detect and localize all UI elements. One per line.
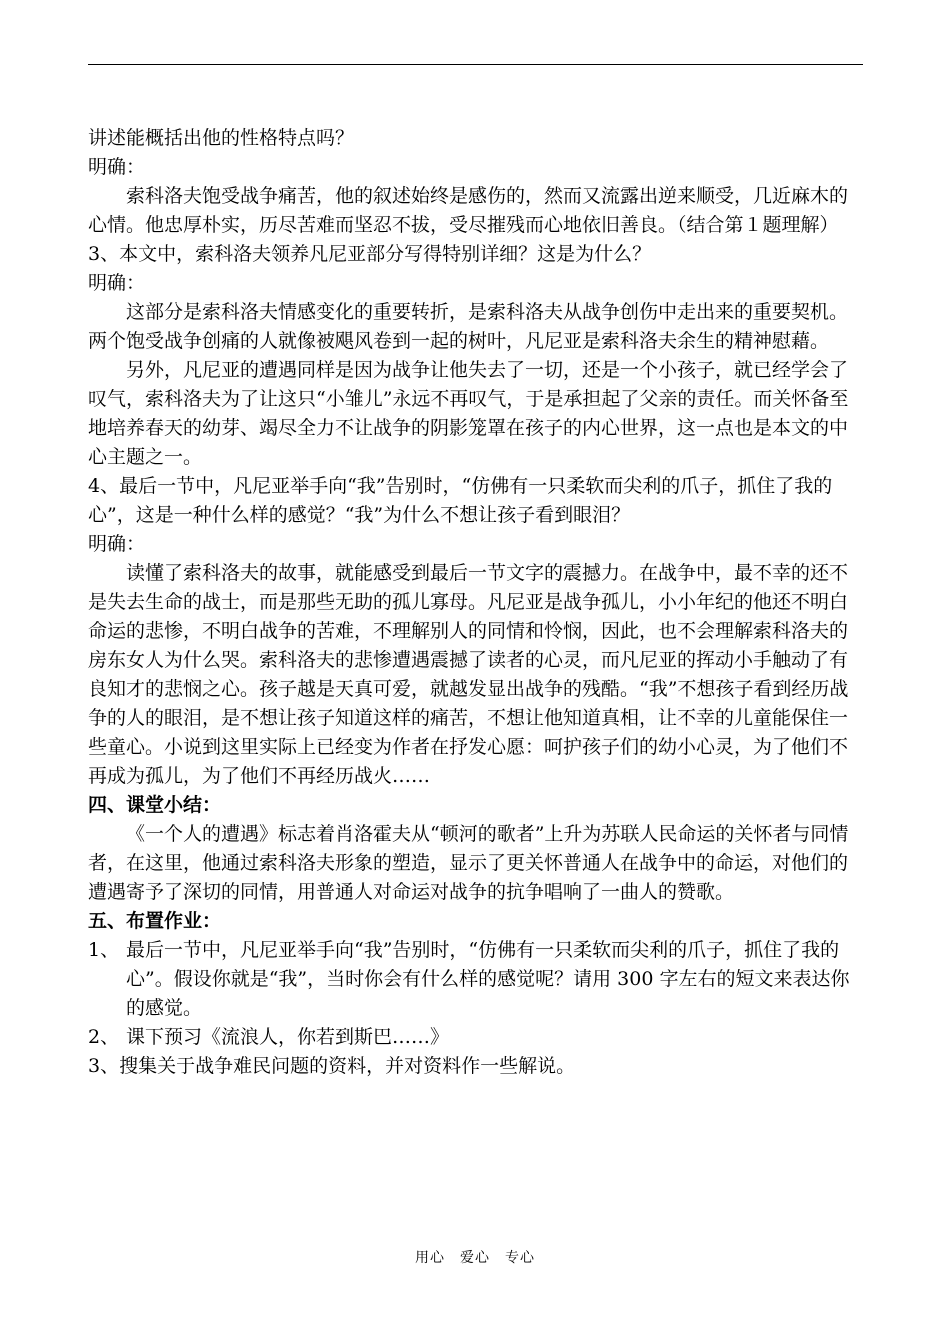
answer-label: 明确： xyxy=(88,156,146,178)
section-heading-summary: 四、课堂小结： xyxy=(88,794,222,816)
paragraph: 讲述能概括出他的性格特点吗？ xyxy=(88,127,355,149)
item-text: 课下预习《流浪人，你若到斯巴……》 xyxy=(126,1026,450,1048)
paragraph: 另外，凡尼亚的遭遇同样是因为战争让他失去了一切，还是一个小孩子，就已经学会了叹气，索科洛夫为了让这只“小雏儿”永远不再叹气，于是承担起了父亲的责任。而关怀备至地培养春天的幼芽、竭尽全力不让战争的阴影笼罩在孩子的内心世界，这一点也是本文的中心主题之一。 xyxy=(88,359,849,468)
document-body xyxy=(88,124,863,1081)
paragraph: 《一个人的遭遇》标志着肖洛霍夫从“顿河的歌者”上升为苏联人民命运的关怀者与同情者，在这里，他通过索科洛夫形象的塑造，显示了更关怀普通人在战争中的命运，对他们的遭遇寄予了深切的同情，用普通人对命运对战争的抗争唱响了一曲人的赞歌。 xyxy=(88,823,849,903)
item-text: 最后一节中，凡尼亚举手向“我”告别时，“仿佛有一只柔软而尖利的爪子，抓住了我的心”。假设你就是“我”，当时你会有什么样的感觉呢？请用 300 字左右的短文来表达你的感觉。 xyxy=(126,939,850,1019)
question-4: 4、最后一节中，凡尼亚举手向“我”告别时，“仿佛有一只柔软而尖利的爪子，抓住了我的心”，这是一种什么样的感觉？“我”为什么不想让孩子看到眼泪？ xyxy=(88,475,833,526)
homework-item-1 xyxy=(88,936,863,1023)
paragraph: 索科洛夫饱受战争痛苦，他的叙述始终是感伤的，然而又流露出逆来顺受，几近麻木的心情。他忠厚朴实，历尽苦难而坚忍不拔，受尽摧残而心地依旧善良。（结合第１题理解） xyxy=(88,185,849,236)
paragraph: 读懂了索科洛夫的故事，就能感受到最后一节文字的震撼力。在战争中，最不幸的还不是失去生命的战士，而是那些无助的孤儿寡母。凡尼亚是战争孤儿，小小年纪的他还不明白命运的悲惨，不明白战争的苦难，不理解别人的同情和怜悯，因此，也不会理解索科洛夫的房东女人为什么哭。索科洛夫的悲惨遭遇震撼了读者的心灵，而凡尼亚的挥动小手触动了有良知才的悲悯之心。孩子越是天真可爱，就越发显出战争的残酷。“我”不想孩子看到经历战争的人的眼泪，是不想让孩子知道这样的痛苦，不想让他知道真相，让不幸的儿童能保住一些童心。小说到这里实际上已经变为作者在抒发心愿：呵护孩子们的幼小心灵，为了他们不再成为孤儿，为了他们不再经历战火…… xyxy=(88,562,849,787)
page-footer: 用心 爱心 专心 xyxy=(415,1250,535,1266)
section-heading-homework: 五、布置作业： xyxy=(88,910,222,932)
homework-item-3: 3、搜集关于战争难民问题的资料，并对资料作一些解说。 xyxy=(88,1055,576,1077)
header-rule xyxy=(88,64,863,65)
question-3: 3、本文中，索科洛夫领养凡尼亚部分写得特别详细？这是为什么？ xyxy=(88,243,652,265)
homework-item-2 xyxy=(88,1023,863,1052)
item-number: 2、 xyxy=(88,1026,120,1048)
item-number: 1、 xyxy=(88,939,120,961)
answer-label: 明确： xyxy=(88,272,146,294)
answer-label: 明确： xyxy=(88,533,146,555)
paragraph: 这部分是索科洛夫情感变化的重要转折，是索科洛夫从战争创伤中走出来的重要契机。两个饱受战争创痛的人就像被飓风卷到一起的树叶，凡尼亚是索科洛夫余生的精神慰藉。 xyxy=(88,301,849,352)
